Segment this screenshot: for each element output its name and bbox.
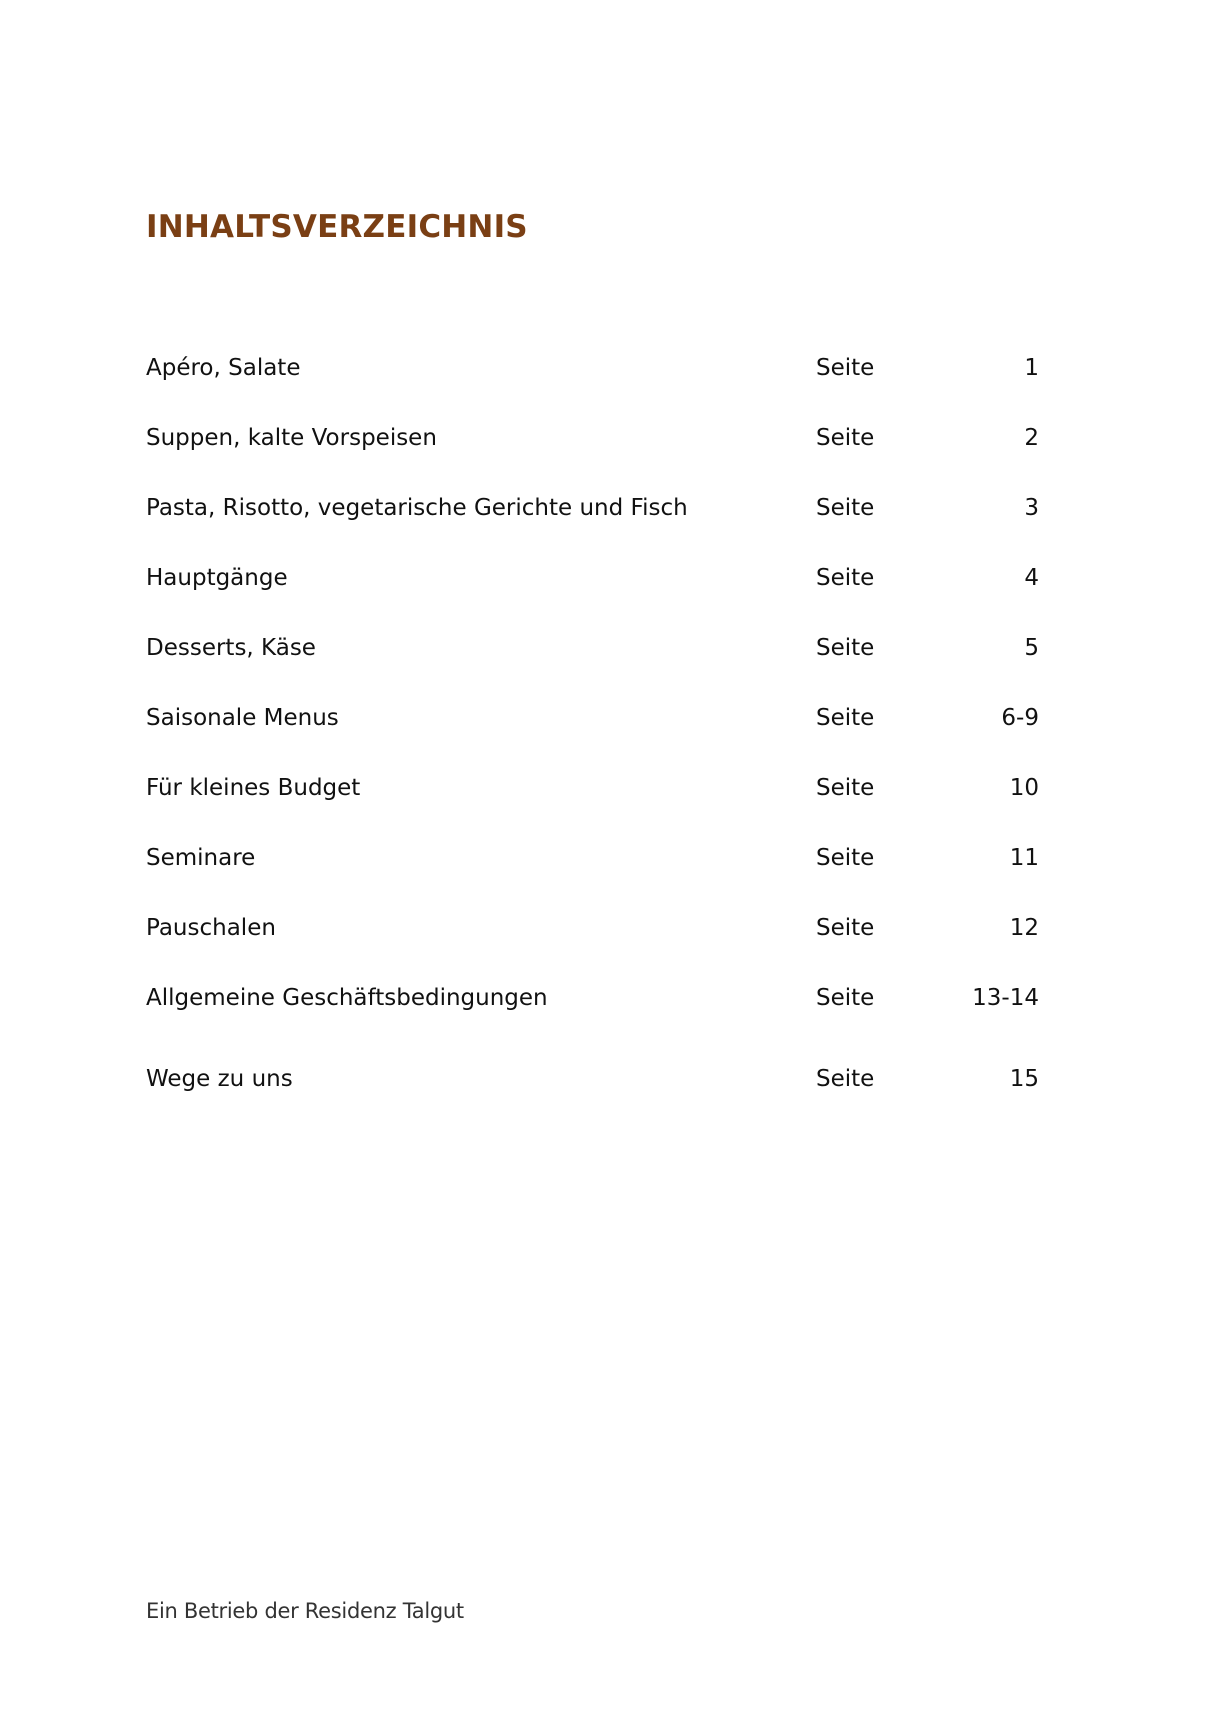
toc-entry-label: Wege zu uns bbox=[146, 1066, 293, 1092]
toc-entry[interactable] bbox=[146, 488, 1039, 528]
toc-entry[interactable] bbox=[146, 838, 1039, 878]
toc-entry-seite: Seite bbox=[816, 915, 875, 941]
toc-entry-seite: Seite bbox=[816, 425, 875, 451]
toc-entry[interactable] bbox=[146, 908, 1039, 948]
toc-entry-label: Suppen, kalte Vorspeisen bbox=[146, 425, 437, 451]
toc-entry[interactable] bbox=[146, 558, 1039, 598]
toc-entry-page-number: 10 bbox=[1009, 775, 1039, 801]
toc-entry-seite: Seite bbox=[816, 635, 875, 661]
toc-entry[interactable] bbox=[146, 978, 1039, 1018]
toc-entry-label: Hauptgänge bbox=[146, 565, 288, 591]
toc-entry[interactable] bbox=[146, 1059, 1039, 1099]
toc-entry-page-number: 4 bbox=[1024, 565, 1039, 591]
toc-entry-page-number: 5 bbox=[1024, 635, 1039, 661]
toc-entry-page-number: 12 bbox=[1009, 915, 1039, 941]
toc-entry[interactable] bbox=[146, 768, 1039, 808]
toc-entry[interactable] bbox=[146, 348, 1039, 388]
toc-entry-seite: Seite bbox=[816, 705, 875, 731]
toc-entry-label: Saisonale Menus bbox=[146, 705, 339, 731]
toc-entry-label: Desserts, Käse bbox=[146, 635, 316, 661]
toc-entry-seite: Seite bbox=[816, 495, 875, 521]
toc-entry-seite: Seite bbox=[816, 1066, 875, 1092]
page-title: INHALTSVERZEICHNIS bbox=[146, 209, 528, 245]
toc-entry[interactable] bbox=[146, 698, 1039, 738]
toc-entry-page-number: 2 bbox=[1024, 425, 1039, 451]
toc-entry-seite: Seite bbox=[816, 355, 875, 381]
toc-entry-page-number: 13-14 bbox=[972, 985, 1039, 1011]
toc-entry-label: Allgemeine Geschäftsbedingungen bbox=[146, 985, 548, 1011]
toc-entry-label: Seminare bbox=[146, 845, 256, 871]
toc-entry-page-number: 15 bbox=[1009, 1066, 1039, 1092]
toc-entry-page-number: 3 bbox=[1024, 495, 1039, 521]
toc-entry-page-number: 6-9 bbox=[1001, 705, 1039, 731]
toc-entry-seite: Seite bbox=[816, 565, 875, 591]
toc-entry-seite: Seite bbox=[816, 985, 875, 1011]
toc-entry-seite: Seite bbox=[816, 845, 875, 871]
toc-entry[interactable] bbox=[146, 418, 1039, 458]
toc-entry[interactable] bbox=[146, 628, 1039, 668]
footer-text: Ein Betrieb der Residenz Talgut bbox=[146, 1599, 464, 1623]
toc-entry-page-number: 11 bbox=[1009, 845, 1039, 871]
toc-entry-label: Für kleines Budget bbox=[146, 775, 361, 801]
toc-entry-page-number: 1 bbox=[1024, 355, 1039, 381]
toc-entry-label: Apéro, Salate bbox=[146, 355, 301, 381]
toc-entry-label: Pasta, Risotto, vegetarische Gerichte und Fisch bbox=[146, 495, 688, 521]
toc-entry-label: Pauschalen bbox=[146, 915, 276, 941]
toc-entry-seite: Seite bbox=[816, 775, 875, 801]
